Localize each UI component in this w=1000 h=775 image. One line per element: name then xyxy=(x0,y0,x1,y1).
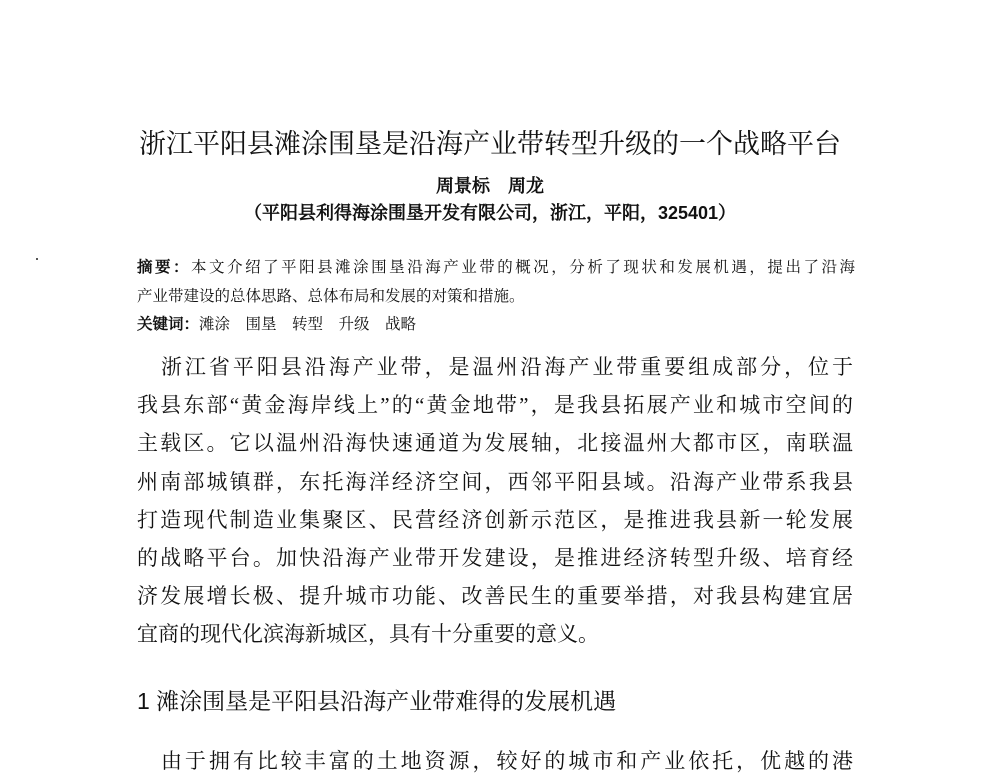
body-line-cut: 由于拥有比较丰富的土地资源，较好的城市和产业依托，优越的港 xyxy=(137,749,853,773)
abstract-label: 摘要： xyxy=(137,259,192,276)
body-line: 打造现代制造业集聚区、民营经济创新示范区，是推进我县新一轮发展 xyxy=(137,508,853,532)
keywords: 滩涂 围垦 转型 升级 战略 xyxy=(199,316,417,333)
keywords-label: 关键词： xyxy=(137,316,200,333)
scan-speck xyxy=(36,258,38,260)
authors: 周景标 周龙 xyxy=(436,176,544,196)
abstract-line-1 xyxy=(137,255,855,277)
body-line: 宜商的现代化滨海新城区，具有十分重要的意义。 xyxy=(137,622,599,646)
section-heading: 1 滩涂围垦是平阳县沿海产业带难得的发展机遇 xyxy=(137,688,617,714)
abstract-line-2: 产业带建设的总体思路、总体布局和发展的对策和措施。 xyxy=(137,288,525,305)
body-line: 州南部城镇群，东托海洋经济空间，西邻平阳县域。沿海产业带系我县 xyxy=(137,470,853,494)
body-line: 济发展增长极、提升城市功能、改善民生的重要举措，对我县构建宜居 xyxy=(137,584,853,608)
affiliation: （平阳县利得海涂围垦开发有限公司，浙江，平阳，325401） xyxy=(243,203,737,223)
body-line: 的战略平台。加快沿海产业带开发建设，是推进经济转型升级、培育经 xyxy=(137,546,853,570)
keywords-line xyxy=(137,312,855,334)
abstract-text: 本文介绍了平阳县滩涂围垦沿海产业带的概况，分析了现状和发展机遇，提出了沿海 xyxy=(191,259,855,276)
body-line: 浙江省平阳县沿海产业带，是温州沿海产业带重要组成部分，位于 xyxy=(137,355,853,379)
body-line: 主载区。它以温州沿海快速通道为发展轴，北接温州大都市区，南联温 xyxy=(137,431,853,455)
paper-title: 浙江平阳县滩涂围垦是沿海产业带转型升级的一个战略平台 xyxy=(139,129,841,159)
body-line: 我县东部“黄金海岸线上”的“黄金地带”，是我县拓展产业和城市空间的 xyxy=(137,393,853,417)
